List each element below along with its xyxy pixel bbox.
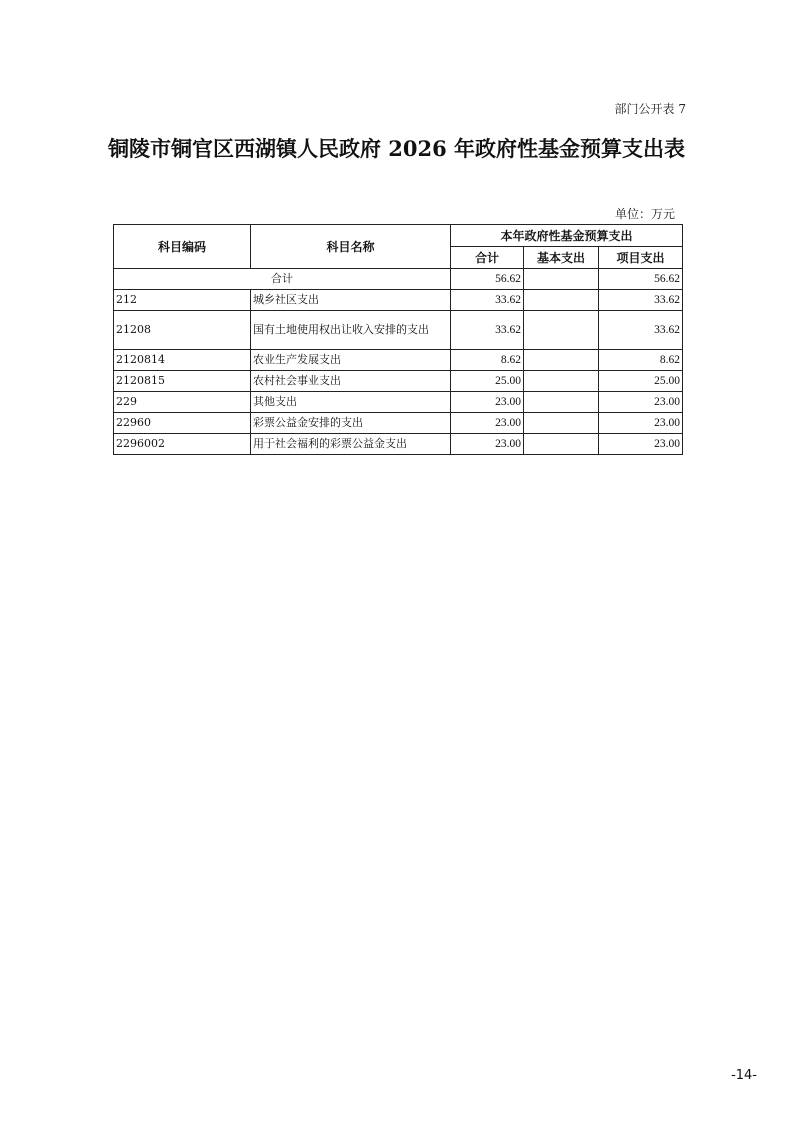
row-project: 33.62 [599,311,683,350]
total-label: 合计 [114,269,451,290]
row-basic [524,350,599,371]
total-project: 56.62 [599,269,683,290]
table-row [114,371,683,392]
row-code: 229 [114,392,251,413]
table-row-total [114,269,683,290]
total-total: 56.62 [451,269,524,290]
table-row [114,392,683,413]
col-header-total: 合计 [451,247,524,269]
page-title: 铜陵市铜官区西湖镇人民政府 2026 年政府性基金预算支出表 [107,136,686,161]
row-basic [524,290,599,311]
row-project: 23.00 [599,413,683,434]
row-total: 23.00 [451,434,524,455]
row-name: 农业生产发展支出 [251,350,451,371]
row-name: 国有土地使用权出让收入安排的支出 [251,311,451,350]
row-project: 23.00 [599,434,683,455]
col-header-basic: 基本支出 [524,247,599,269]
page-label: 部门公开表 7 [614,102,686,116]
row-total: 25.00 [451,371,524,392]
row-project: 8.62 [599,350,683,371]
col-header-project: 项目支出 [599,247,683,269]
row-basic [524,413,599,434]
row-total: 33.62 [451,290,524,311]
page-number: -14- [731,1068,757,1083]
row-total: 23.00 [451,413,524,434]
row-code: 2296002 [114,434,251,455]
table-row [114,350,683,371]
total-basic [524,269,599,290]
col-header-group: 本年政府性基金预算支出 [451,225,683,247]
row-basic [524,434,599,455]
row-basic [524,371,599,392]
row-name: 其他支出 [251,392,451,413]
table-row [114,290,683,311]
table-row [114,413,683,434]
row-total: 23.00 [451,392,524,413]
row-code: 21208 [114,311,251,350]
row-name: 农村社会事业支出 [251,371,451,392]
row-total: 33.62 [451,311,524,350]
col-header-code: 科目编码 [114,225,251,269]
table-row [114,311,683,350]
budget-table [113,224,683,455]
row-name: 彩票公益金安排的支出 [251,413,451,434]
row-total: 8.62 [451,350,524,371]
row-name: 城乡社区支出 [251,290,451,311]
row-code: 22960 [114,413,251,434]
row-project: 33.62 [599,290,683,311]
col-header-name: 科目名称 [251,225,451,269]
row-code: 212 [114,290,251,311]
row-project: 25.00 [599,371,683,392]
row-code: 2120814 [114,350,251,371]
row-basic [524,311,599,350]
row-code: 2120815 [114,371,251,392]
table-row [114,434,683,455]
row-basic [524,392,599,413]
row-name: 用于社会福利的彩票公益金支出 [251,434,451,455]
row-project: 23.00 [599,392,683,413]
table-header-row [114,225,683,247]
unit-label: 单位：万元 [614,207,675,221]
